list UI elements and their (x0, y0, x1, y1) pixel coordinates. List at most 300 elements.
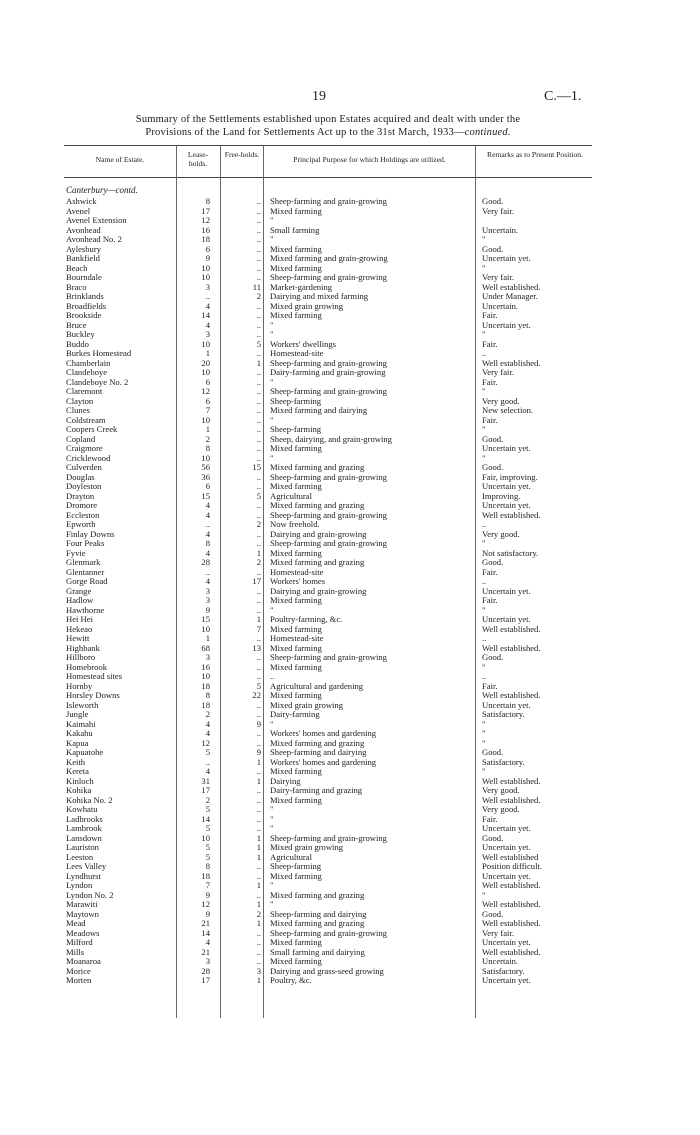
leaseholds-cell: 7 (205, 880, 210, 890)
purpose-cell: " (270, 329, 274, 339)
estate-name: Hei Hei (66, 614, 93, 624)
leaseholds-cell: 28 (201, 557, 210, 567)
remarks-cell: Well established. (482, 775, 541, 786)
table-row (0, 472, 700, 482)
freeholds-cell: 5 (256, 680, 261, 691)
table-row (0, 329, 700, 339)
header-top-rule (64, 145, 592, 146)
estate-name: Kereta (66, 766, 89, 776)
title-line-2 (60, 126, 596, 139)
table-row (0, 833, 700, 843)
table-row (0, 434, 700, 444)
purpose-cell: Dairy-farming (270, 709, 320, 719)
estate-name: Hillboro (66, 652, 96, 662)
freeholds-cell: .. (256, 348, 261, 358)
table-row (0, 291, 700, 301)
freeholds-cell: .. (256, 481, 261, 491)
purpose-cell: Mixed farming and grazing (270, 462, 365, 472)
freeholds-cell: .. (256, 699, 261, 710)
freeholds-cell: .. (256, 737, 261, 748)
table-row (0, 576, 700, 586)
table-row (0, 206, 700, 216)
estate-name: Aylesbury (66, 243, 102, 254)
table-row (0, 244, 700, 254)
remarks-cell: Very good. (482, 785, 520, 795)
leaseholds-cell: 6 (205, 395, 210, 406)
table-row (0, 491, 700, 501)
purpose-cell: Dairying and grass-seed growing (270, 965, 384, 976)
purpose-cell: Mixed farming (270, 310, 322, 320)
purpose-cell: Mixed farming (270, 595, 322, 605)
estate-name: Hornby (66, 680, 93, 691)
table-row (0, 443, 700, 453)
remarks-cell: Well established. (482, 623, 541, 634)
estate-name: Jungle (66, 709, 89, 719)
leaseholds-cell: 15 (201, 614, 210, 624)
estate-name: Bankfield (66, 253, 100, 263)
leaseholds-cell: 17 (201, 975, 210, 985)
leaseholds-cell: 31 (201, 775, 210, 786)
leaseholds-cell: 7 (205, 405, 210, 415)
table-row (0, 538, 700, 548)
purpose-cell: Dairying and grain-growing (270, 528, 367, 539)
leaseholds-cell: 9 (205, 889, 210, 900)
purpose-cell: Mixed farming (270, 661, 322, 672)
table-row (0, 320, 700, 330)
freeholds-cell: .. (256, 253, 261, 263)
remarks-cell: " (482, 262, 486, 273)
purpose-cell: Sheep-farming (270, 395, 322, 406)
freeholds-cell: .. (256, 414, 261, 425)
remarks-cell: Very fair. (482, 272, 514, 282)
freeholds-cell: .. (256, 870, 261, 881)
estate-name: Brookside (66, 310, 102, 320)
estate-name: Glenmark (66, 557, 101, 567)
leaseholds-cell: 12 (201, 215, 210, 225)
remarks-cell: Very good. (482, 528, 520, 539)
table-row (0, 282, 700, 292)
estate-name: Finlay Downs (66, 528, 115, 539)
leaseholds-cell: 68 (201, 642, 210, 653)
table-row (0, 234, 700, 244)
freeholds-cell: 1 (256, 614, 261, 624)
freeholds-cell: 5 (256, 490, 261, 501)
leaseholds-cell: 16 (201, 661, 210, 672)
estate-name: Clayton (66, 395, 94, 406)
freeholds-cell: .. (256, 452, 261, 463)
estate-name: Avonhead No. 2 (66, 234, 122, 244)
leaseholds-cell: 3 (205, 329, 210, 339)
table-row (0, 405, 700, 415)
title-line-1: Summary of the Settlements established upon Estates acquired and dealt with under the (135, 114, 521, 125)
estate-name: Culverden (66, 462, 102, 472)
remarks-cell: Uncertain yet. (482, 699, 531, 710)
purpose-cell: Sheep-farming and grain-growing (270, 832, 387, 843)
leaseholds-cell: 2 (205, 709, 210, 719)
purpose-cell: Mixed farming (270, 262, 322, 273)
freeholds-cell: 3 (256, 965, 261, 976)
remarks-cell: Good. (482, 747, 504, 757)
remarks-cell: Fair. (482, 680, 498, 691)
leaseholds-cell: 18 (201, 680, 210, 691)
leaseholds-cell: 8 (205, 538, 210, 548)
estate-name: Hekeao (66, 623, 93, 634)
estate-name: Ashwick (66, 196, 97, 206)
estate-name: Cricklewood (66, 452, 111, 463)
leaseholds-cell: 6 (205, 243, 210, 254)
leaseholds-cell: 14 (201, 310, 210, 320)
estate-name: Mead (66, 918, 86, 928)
leaseholds-cell: 21 (201, 918, 210, 928)
remarks-cell: " (482, 424, 486, 434)
leaseholds-cell: 10 (201, 671, 210, 681)
remarks-cell: Uncertain yet. (482, 253, 531, 263)
remarks-cell: Very good. (482, 804, 520, 814)
freeholds-cell: 17 (252, 576, 261, 586)
remarks-cell: New selection. (482, 405, 534, 415)
remarks-cell: Very fair. (482, 205, 514, 216)
table-row (0, 652, 700, 662)
freeholds-cell: .. (256, 927, 261, 938)
leaseholds-cell: 1 (205, 633, 210, 643)
freeholds-cell: .. (256, 946, 261, 957)
estate-name: Kapuatohe (66, 747, 104, 757)
purpose-cell: " (270, 215, 274, 225)
leaseholds-cell: 4 (205, 718, 210, 729)
table-row (0, 795, 700, 805)
remarks-cell: Uncertain yet. (482, 937, 531, 947)
estate-name: Clandeboye No. 2 (66, 376, 129, 387)
estate-name: Hewitt (66, 633, 90, 643)
table-row (0, 861, 700, 871)
purpose-cell: .. (270, 671, 275, 681)
purpose-cell: Mixed farming and grazing (270, 500, 365, 510)
purpose-cell: Dairy-farming and grazing (270, 785, 363, 795)
estate-name: Kowhatu (66, 804, 98, 814)
table-row (0, 548, 700, 558)
purpose-cell: Mixed farming (270, 937, 322, 947)
table-row (0, 225, 700, 235)
purpose-cell: Sheep-farming and grain-growing (270, 538, 387, 548)
estate-name: Kaimahi (66, 718, 96, 729)
estate-name: Homestead sites (66, 671, 123, 681)
purpose-cell: Homestead-site (270, 348, 324, 358)
remarks-cell: Uncertain. (482, 956, 519, 966)
remarks-cell: Uncertain yet. (482, 443, 531, 453)
estate-name: Meadows (66, 927, 100, 938)
leaseholds-cell: 10 (201, 338, 210, 349)
purpose-cell: Sheep-farming (270, 424, 322, 434)
freeholds-cell: 1 (256, 880, 261, 890)
purpose-cell: Mixed grain growing (270, 699, 344, 710)
estate-name: Brinklands (66, 291, 104, 301)
purpose-cell: Mixed farming and dairying (270, 405, 368, 415)
estate-name: Kohika No. 2 (66, 794, 113, 805)
estate-name: Grange (66, 585, 92, 596)
table-row (0, 966, 700, 976)
remarks-cell: " (482, 604, 486, 615)
estate-name: Isleworth (66, 699, 99, 710)
freeholds-cell: 5 (256, 338, 261, 349)
leaseholds-cell: 3 (205, 652, 210, 662)
purpose-cell: Agricultural and gardening (270, 680, 364, 691)
purpose-cell: Small farming and dairying (270, 946, 365, 957)
leaseholds-cell: 3 (205, 956, 210, 966)
page-reference: C.—1. (544, 89, 582, 104)
estate-name: Clunes (66, 405, 90, 415)
purpose-cell: Sheep-farming and dairying (270, 747, 367, 757)
table-row (0, 339, 700, 349)
purpose-cell: Market-gardening (270, 281, 333, 292)
leaseholds-cell: 9 (205, 908, 210, 919)
freeholds-cell: .. (256, 661, 261, 672)
remarks-cell: " (482, 329, 486, 339)
freeholds-cell: 1 (256, 918, 261, 928)
remarks-cell: Well established (482, 851, 539, 862)
table-row (0, 842, 700, 852)
estate-name: Glentanner (66, 566, 105, 577)
table-row (0, 557, 700, 567)
remarks-cell: Well established. (482, 281, 541, 292)
remarks-cell: Satisfactory. (482, 756, 525, 767)
freeholds-cell: 1 (256, 899, 261, 909)
leaseholds-cell: 5 (205, 823, 210, 833)
remarks-cell: Fair, improving. (482, 471, 538, 482)
remarks-cell: .. (482, 348, 487, 358)
table-row (0, 605, 700, 615)
freeholds-cell: 9 (256, 718, 261, 729)
freeholds-cell: .. (256, 585, 261, 596)
remarks-cell: Good. (482, 908, 504, 919)
purpose-cell: Now freehold. (270, 519, 320, 529)
estate-name: Fyvie (66, 547, 86, 558)
purpose-cell: Mixed grain growing (270, 842, 344, 852)
remarks-cell: Not satisfactory. (482, 547, 539, 558)
estate-name: Kohika (66, 785, 92, 795)
freeholds-cell: .. (256, 367, 261, 377)
leaseholds-cell: 10 (201, 623, 210, 634)
remarks-cell: Position difficult. (482, 861, 543, 871)
freeholds-cell: .. (256, 405, 261, 415)
leaseholds-cell: 10 (201, 832, 210, 843)
table-row (0, 918, 700, 928)
purpose-cell: Poultry-farming, &c. (270, 614, 343, 624)
leaseholds-cell: 4 (205, 576, 210, 586)
freeholds-cell: .. (256, 215, 261, 225)
estate-name: Kapua (66, 737, 89, 748)
purpose-cell: Mixed farming (270, 690, 322, 700)
remarks-cell: " (482, 452, 486, 463)
remarks-cell: Well established. (482, 642, 541, 653)
remarks-cell: Satisfactory. (482, 709, 525, 719)
freeholds-cell: .. (256, 310, 261, 320)
freeholds-cell: 9 (256, 747, 261, 757)
leaseholds-cell: 5 (205, 747, 210, 757)
remarks-cell: Good. (482, 243, 504, 254)
column-header-name: Name of Estate. (95, 155, 145, 164)
estate-name: Coldstream (66, 414, 106, 425)
estate-name: Claremont (66, 386, 103, 396)
freeholds-cell: .. (256, 794, 261, 805)
table-row (0, 814, 700, 824)
freeholds-cell: 22 (252, 690, 261, 700)
freeholds-cell: .. (256, 395, 261, 406)
leaseholds-cell: 28 (201, 965, 210, 976)
estate-name: Lyndon No. 2 (66, 889, 114, 900)
purpose-cell: Mixed farming and grazing (270, 889, 365, 900)
freeholds-cell: 11 (252, 281, 261, 292)
estate-name: Broadfields (66, 300, 107, 311)
remarks-cell: Uncertain yet. (482, 975, 531, 985)
estate-name: Milford (66, 937, 93, 947)
estate-name: Braco (66, 281, 87, 292)
estate-name: Marawiti (66, 899, 98, 909)
leaseholds-cell: 6 (205, 376, 210, 387)
remarks-cell: Well established. (482, 509, 541, 520)
table-row (0, 766, 700, 776)
estate-name: Bourndale (66, 272, 102, 282)
leaseholds-cell: 8 (205, 861, 210, 871)
leaseholds-cell: 3 (205, 595, 210, 605)
purpose-cell: " (270, 804, 274, 814)
purpose-cell: Mixed farming (270, 443, 322, 453)
purpose-cell: Mixed farming and grain-growing (270, 253, 388, 263)
purpose-cell: Mixed farming (270, 547, 322, 558)
remarks-cell: Good. (482, 557, 504, 567)
remarks-cell: Good. (482, 462, 504, 472)
purpose-cell: " (270, 813, 274, 824)
table-row (0, 586, 700, 596)
estate-name: Eccleston (66, 509, 100, 520)
estate-name: Moanaroa (66, 956, 101, 966)
table-row (0, 396, 700, 406)
purpose-cell: Dairying and mixed farming (270, 291, 369, 301)
purpose-cell: Workers' homes and gardening (270, 728, 377, 738)
leaseholds-cell: 10 (201, 272, 210, 282)
freeholds-cell: .. (256, 528, 261, 539)
estate-name: Avenel Extension (66, 215, 127, 225)
remarks-cell: Uncertain yet. (482, 481, 531, 491)
leaseholds-cell: 10 (201, 414, 210, 425)
purpose-cell: Dairying and grain-growing (270, 585, 367, 596)
freeholds-cell: .. (256, 376, 261, 387)
purpose-cell: Sheep-farming and dairying (270, 908, 367, 919)
purpose-cell: Mixed farming (270, 956, 322, 966)
freeholds-cell: .. (256, 813, 261, 824)
table-row (0, 272, 700, 282)
estate-name: Hadlow (66, 595, 94, 605)
remarks-cell: .. (482, 671, 487, 681)
table-row (0, 890, 700, 900)
estate-name: Horsley Downs (66, 690, 120, 700)
estate-name: Coopers Creek (66, 424, 118, 434)
purpose-cell: Workers' homes (270, 576, 326, 586)
leaseholds-cell: 8 (205, 690, 210, 700)
leaseholds-cell: 18 (201, 699, 210, 710)
estate-name: Mills (66, 946, 85, 957)
purpose-cell: Mixed farming (270, 766, 322, 776)
purpose-cell: " (270, 880, 274, 890)
purpose-cell: Mixed farming (270, 794, 322, 805)
leaseholds-cell: 4 (205, 937, 210, 947)
purpose-cell: Homestead-site (270, 566, 324, 577)
table-row (0, 747, 700, 757)
estate-name: Highbank (66, 642, 100, 653)
remarks-cell: Very fair. (482, 927, 514, 938)
purpose-cell: Agricultural (270, 490, 312, 501)
freeholds-cell: .. (256, 443, 261, 453)
remarks-cell: " (482, 728, 486, 738)
purpose-cell: Sheep-farming and grain-growing (270, 357, 387, 368)
table-row (0, 529, 700, 539)
table-row (0, 757, 700, 767)
purpose-cell: Sheep-farming and grain-growing (270, 272, 387, 282)
remarks-cell: Improving. (482, 490, 521, 501)
table-row (0, 415, 700, 425)
table-row (0, 899, 700, 909)
leaseholds-cell: 36 (201, 471, 210, 482)
remarks-cell: Uncertain. (482, 300, 519, 311)
remarks-cell: Fair. (482, 414, 498, 425)
purpose-cell: Mixed farming (270, 642, 322, 653)
freeholds-cell: .. (256, 234, 261, 244)
freeholds-cell: .. (256, 861, 261, 871)
remarks-cell: Well established. (482, 880, 541, 890)
remarks-cell: .. (482, 519, 487, 529)
estate-name: Lees Valley (66, 861, 107, 871)
table-row (0, 614, 700, 624)
freeholds-cell: 15 (252, 462, 261, 472)
remarks-cell: Uncertain yet. (482, 319, 531, 330)
freeholds-cell: 1 (256, 357, 261, 368)
purpose-cell: " (270, 414, 274, 425)
freeholds-cell: 1 (256, 832, 261, 843)
freeholds-cell: 1 (256, 851, 261, 862)
purpose-cell: Sheep-farming and grain-growing (270, 652, 387, 662)
remarks-cell: Under Manager. (482, 291, 538, 301)
table-row (0, 871, 700, 881)
leaseholds-cell: 2 (205, 794, 210, 805)
freeholds-cell: .. (256, 500, 261, 510)
purpose-cell: Sheep, dairying, and grain-growing (270, 433, 392, 444)
leaseholds-cell: 16 (201, 224, 210, 235)
purpose-cell: Mixed farming and grazing (270, 737, 365, 748)
estate-name: Lauriston (66, 842, 99, 852)
estate-name: Morice (66, 965, 91, 976)
remarks-cell: Fair. (482, 338, 498, 349)
remarks-cell: Very good. (482, 395, 520, 406)
estate-name: Homebrook (66, 661, 108, 672)
table-row (0, 310, 700, 320)
freeholds-cell: .. (256, 424, 261, 434)
title-line-2-text: Provisions of the Land for Settlements Act up to the 31st March, 1933— (145, 127, 465, 138)
leaseholds-cell: 12 (201, 386, 210, 396)
purpose-cell: Mixed grain growing (270, 300, 344, 311)
freeholds-cell: .. (256, 604, 261, 615)
leaseholds-cell: .. (205, 291, 210, 301)
freeholds-cell: 1 (256, 547, 261, 558)
remarks-cell: Uncertain yet. (482, 870, 531, 881)
header-bottom-rule (64, 177, 592, 178)
remarks-cell: Uncertain yet. (482, 585, 531, 596)
leaseholds-cell: 4 (205, 528, 210, 539)
table-row (0, 643, 700, 653)
freeholds-cell: 1 (256, 756, 261, 767)
remarks-cell: Fair. (482, 310, 498, 320)
remarks-cell: Very fair. (482, 367, 514, 377)
purpose-cell: Sheep-farming and grain-growing (270, 386, 387, 396)
purpose-cell: Mixed farming and grazing (270, 557, 365, 567)
